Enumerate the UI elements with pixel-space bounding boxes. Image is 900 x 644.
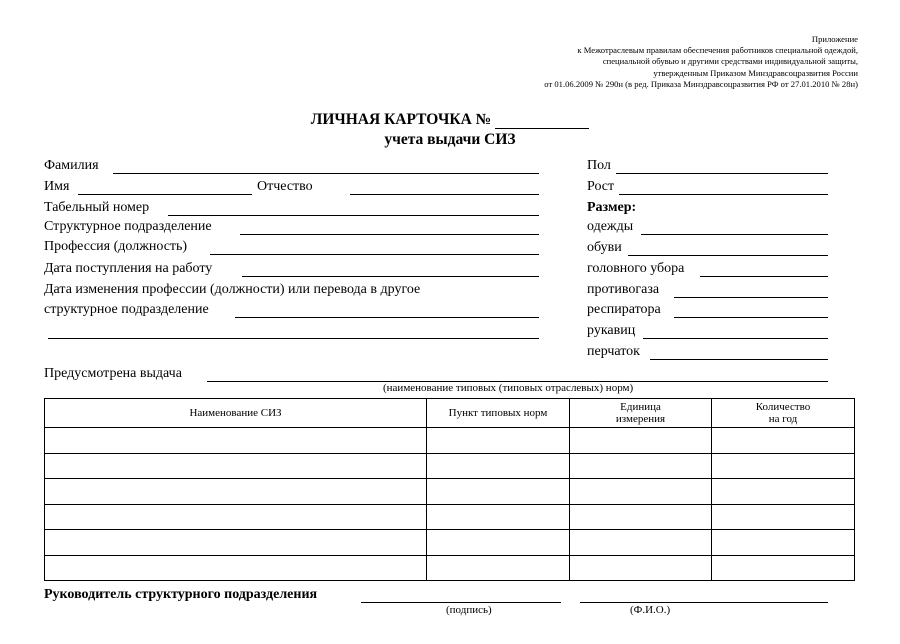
department-label: Структурное подразделение: [44, 219, 212, 234]
issue-caption: (наименование типовых (типовых отраслевых) норм): [383, 382, 634, 394]
card-subtitle: учета выдачи СИЗ: [384, 131, 516, 148]
table-cell[interactable]: [570, 453, 712, 479]
gas-mask-size-field[interactable]: [674, 297, 828, 298]
department-field[interactable]: [240, 234, 539, 235]
appendix-line: специальной обувью и другими средствами индивидуальной защиты,: [602, 56, 858, 67]
tab-number-field[interactable]: [168, 215, 539, 216]
table-cell[interactable]: [427, 479, 570, 505]
name-field[interactable]: [78, 194, 252, 195]
respirator-size-field[interactable]: [674, 317, 828, 318]
table-row: [45, 555, 855, 581]
signature-caption: (подпись): [446, 604, 492, 616]
table-header-row: [45, 399, 855, 428]
table-cell[interactable]: [570, 504, 712, 530]
header-unit: Единица измерения: [570, 399, 712, 428]
card-title-text: ЛИЧНАЯ КАРТОЧКА №: [310, 111, 492, 128]
table-row: [45, 479, 855, 505]
change-date-field[interactable]: [235, 317, 539, 318]
clothes-size-field[interactable]: [641, 234, 828, 235]
height-label: Рост: [587, 179, 615, 194]
table-cell[interactable]: [427, 428, 570, 454]
issue-label: Предусмотрена выдача: [44, 366, 182, 381]
appendix-note: [338, 34, 858, 90]
table-cell[interactable]: [570, 555, 712, 581]
shoes-size-field[interactable]: [628, 255, 828, 256]
patronymic-field[interactable]: [350, 194, 539, 195]
headwear-size-label: головного убора: [587, 261, 685, 276]
mittens-size-label: рукавиц: [587, 323, 636, 338]
gender-label: Пол: [587, 158, 611, 173]
table-cell[interactable]: [45, 504, 427, 530]
tab-number-label: Табельный номер: [44, 200, 150, 215]
table-cell[interactable]: [45, 530, 427, 556]
gas-mask-size-label: противогаза: [587, 282, 660, 297]
profession-label: Профессия (должность): [44, 239, 188, 254]
appendix-line: Приложение: [811, 34, 858, 44]
size-header: Размер:: [587, 200, 637, 215]
table-row: [45, 504, 855, 530]
supervisor-signature-field[interactable]: [361, 602, 561, 603]
mittens-size-field[interactable]: [643, 338, 828, 339]
table-cell[interactable]: [427, 555, 570, 581]
supervisor-label: Руководитель структурного подразделения: [44, 587, 318, 602]
respirator-size-label: респиратора: [587, 302, 661, 317]
table-cell[interactable]: [570, 428, 712, 454]
table-cell[interactable]: [427, 504, 570, 530]
surname-field[interactable]: [113, 173, 539, 174]
table-row: [45, 453, 855, 479]
table-cell[interactable]: [45, 479, 427, 505]
header-siz-name: Наименование СИЗ: [45, 399, 427, 428]
table-row: [45, 530, 855, 556]
patronymic-label: Отчество: [257, 179, 313, 194]
siz-table: [44, 398, 855, 581]
appendix-line: утвержденным Приказом Минздравсоцразвития России: [653, 67, 858, 78]
appendix-line: к Межотраслевым правилам обеспечения работников специальной одеждой,: [577, 45, 858, 56]
table-cell[interactable]: [712, 428, 855, 454]
table-cell[interactable]: [712, 504, 855, 530]
gloves-size-label: перчаток: [587, 344, 640, 359]
surname-label: Фамилия: [44, 158, 99, 173]
height-field[interactable]: [619, 194, 828, 195]
table-cell[interactable]: [570, 530, 712, 556]
header-norm-item: Пункт типовых норм: [427, 399, 570, 428]
gender-field[interactable]: [616, 173, 828, 174]
change-department-label: структурное подразделение: [44, 302, 209, 317]
table-cell[interactable]: [45, 453, 427, 479]
appendix-line: от 01.06.2009 № 290н (в ред. Приказа Минздравсоцразвития РФ от 27.01.2010 № 28н): [544, 78, 858, 89]
table-cell[interactable]: [712, 555, 855, 581]
shoes-size-label: обуви: [587, 240, 622, 255]
table-cell[interactable]: [570, 479, 712, 505]
table-cell[interactable]: [712, 479, 855, 505]
table-cell[interactable]: [712, 530, 855, 556]
hire-date-field[interactable]: [242, 276, 539, 277]
gloves-size-field[interactable]: [650, 359, 828, 360]
card-number-field[interactable]: [495, 114, 589, 129]
supervisor-name-field[interactable]: [580, 602, 828, 603]
card-title: [0, 111, 900, 129]
table-cell[interactable]: [45, 428, 427, 454]
clothes-size-label: одежды: [587, 219, 634, 234]
table-cell[interactable]: [427, 453, 570, 479]
change-date-label: Дата изменения профессии (должности) или перевода в другое: [44, 282, 421, 297]
change-date-field-extra[interactable]: [48, 338, 539, 339]
table-cell[interactable]: [712, 453, 855, 479]
table-row: [45, 428, 855, 454]
header-quantity: Количество на год: [712, 399, 855, 428]
headwear-size-field[interactable]: [700, 276, 828, 277]
profession-field[interactable]: [210, 254, 539, 255]
name-caption: (Ф.И.О.): [630, 604, 671, 616]
table-cell[interactable]: [45, 555, 427, 581]
table-cell[interactable]: [427, 530, 570, 556]
hire-date-label: Дата поступления на работу: [44, 261, 213, 276]
name-label: Имя: [44, 179, 70, 194]
